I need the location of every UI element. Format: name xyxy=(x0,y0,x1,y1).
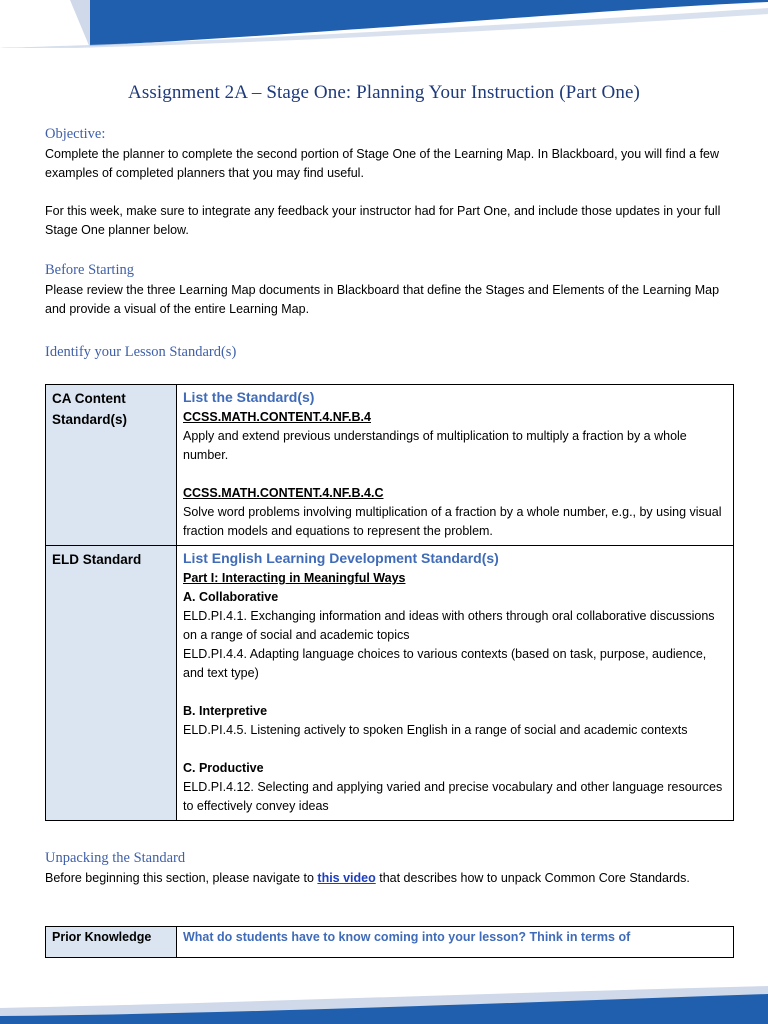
eld-interpretive-item-1: ELD.PI.4.5. Listening actively to spoken English in a range of social and academic contexts xyxy=(183,723,688,737)
ca-standard-code-2: CCSS.MATH.CONTENT.4.NF.B.4.C xyxy=(183,486,384,500)
eld-productive-title: C. Productive xyxy=(183,761,264,775)
prior-knowledge-table xyxy=(45,926,734,958)
objective-heading: Objective: xyxy=(45,126,106,142)
ca-standard-row xyxy=(46,385,734,546)
ca-standard-description-1: Apply and extend previous understandings of multiplication to multiply a fraction by a whole number. xyxy=(183,429,687,462)
ca-standard-code-1: CCSS.MATH.CONTENT.4.NF.B.4 xyxy=(183,410,371,424)
ca-standard-label: CA Content Standard(s) xyxy=(46,385,177,546)
ca-standard-description-2: Solve word problems involving multiplication of a fraction by a whole number, e.g., by using visual fraction models and equations to represent the problem. xyxy=(183,505,722,538)
prior-knowledge-row xyxy=(46,927,734,958)
prior-knowledge-prompt: What do students have to know coming into your lesson? Think in terms of xyxy=(177,927,734,958)
standards-table xyxy=(45,384,734,821)
eld-standard-label: ELD Standard xyxy=(46,546,177,821)
eld-collaborative-title: A. Collaborative xyxy=(183,590,279,604)
eld-standard-row xyxy=(46,546,734,821)
unpacking-text-after: that describes how to unpack Common Core Standards. xyxy=(375,871,690,885)
identify-standards-heading: Identify your Lesson Standard(s) xyxy=(45,344,237,360)
ca-standard-cell xyxy=(177,385,734,546)
footer-banner-decoration xyxy=(0,986,768,1024)
unpacking-heading: Unpacking the Standard xyxy=(45,850,186,866)
eld-standard-cell xyxy=(177,546,734,821)
objective-paragraph-2: For this week, make sure to integrate any feedback your instructor had for Part One, and include those updates in your full Stage One planner below. xyxy=(45,204,721,237)
before-starting-paragraph: Please review the three Learning Map documents in Blackboard that define the Stages and Elements of the Learning Map and provide a visual of the entire Learning Map. xyxy=(45,283,720,316)
eld-productive-item-1: ELD.PI.4.12. Selecting and applying varied and precise vocabulary and other language resources to effectively convey ideas xyxy=(183,780,723,813)
unpacking-text-before: Before beginning this section, please navigate to xyxy=(45,871,318,885)
document-title: Assignment 2A – Stage One: Planning Your Instruction (Part One) xyxy=(128,82,640,103)
unpacking-paragraph xyxy=(45,869,725,888)
eld-collaborative-item-1: ELD.PI.4.1. Exchanging information and ideas with others through oral collaborative discussions on a range of social and academic topics xyxy=(183,609,715,642)
video-link[interactable]: this video xyxy=(317,871,376,885)
eld-part-title: Part I: Interacting in Meaningful Ways xyxy=(183,571,406,585)
header-banner-decoration xyxy=(0,0,768,48)
objective-paragraph-1: Complete the planner to complete the second portion of Stage One of the Learning Map. In Blackboard, you will find a few examples of completed planners that you may find useful. xyxy=(45,147,720,180)
ca-standard-heading: List the Standard(s) xyxy=(183,389,315,405)
eld-standard-heading: List English Learning Development Standard(s) xyxy=(183,550,499,566)
eld-interpretive-title: B. Interpretive xyxy=(183,704,268,718)
eld-collaborative-item-2: ELD.PI.4.4. Adapting language choices to various contexts (based on task, purpose, audience, and text type) xyxy=(183,647,707,680)
before-starting-heading: Before Starting xyxy=(45,262,134,278)
prior-knowledge-label: Prior Knowledge xyxy=(46,927,177,958)
